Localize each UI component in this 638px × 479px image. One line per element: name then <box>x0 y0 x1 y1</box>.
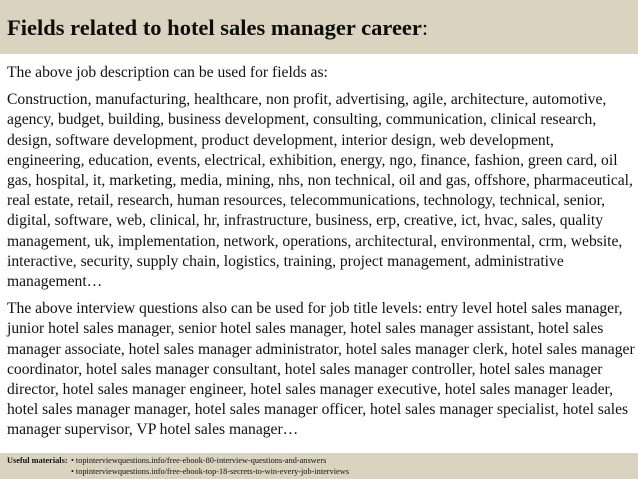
slide-title-text: Fields related to hotel sales manager career <box>7 15 422 40</box>
fields-list-text: Construction, manufacturing, healthcare, non profit, advertising, agile, architecture, automotive, agency, budget, building, business development, consulting, communication, clinical research, design, software development, product development, interior design, web development, engineering, education, events, electrical, exhibition, energy, ngo, finance, fashion, green card, oil gas, hospital, it, marketing, media, mining, nhs, non technical, oil and gas, offshore, pharmaceutical, real estate, retail, research, human resources, telecommunications, technology, technical, senior, digital, software, web, clinical, hr, infrastructure, business, erp, creative, ict, hvac, sales, quality management, uk, implementation, network, operations, architectural, environmental, crm, website, interactive, security, supply chain, logistics, training, project management, administrative management… <box>7 91 633 291</box>
intro-text: The above job description can be used for fields as: <box>7 64 328 81</box>
footer-bar <box>0 453 638 479</box>
footer-label-spacer <box>7 466 71 477</box>
footer-link-2[interactable]: topinterviewquestions.info/free-ebook-top-18-secrets-to-win-every-job-interviews <box>75 467 349 476</box>
slide-title <box>7 15 638 41</box>
slide-body <box>7 63 635 441</box>
slide-title-colon: : <box>421 15 429 40</box>
bullet-icon: • <box>71 456 74 465</box>
bullet-icon: • <box>71 467 74 476</box>
job-levels-text: The above interview questions also can be used for job title levels: entry level hotel sales manager, junior hotel sales manager, senior hotel sales manager, hotel sales manager assistant, hotel sales manager associate, hotel sales manager administrator, hotel sales manager clerk, hotel sales manager coordinator, hotel sales manager consultant, hotel sales manager controller, hotel sales manager director, hotel sales manager engineer, hotel sales manager executive, hotel sales manager leader, hotel sales manager manager, hotel sales manager officer, hotel sales manager specialist, hotel sales manager supervisor, VP hotel sales manager… <box>7 300 635 439</box>
footer-row-1 <box>7 455 638 466</box>
useful-materials-label: Useful materials: <box>7 456 68 465</box>
title-bar <box>0 0 638 54</box>
footer-link-1[interactable]: topinterviewquestions.info/free-ebook-80-interview-questions-and-answers <box>75 456 327 465</box>
footer-row-2 <box>7 466 638 477</box>
